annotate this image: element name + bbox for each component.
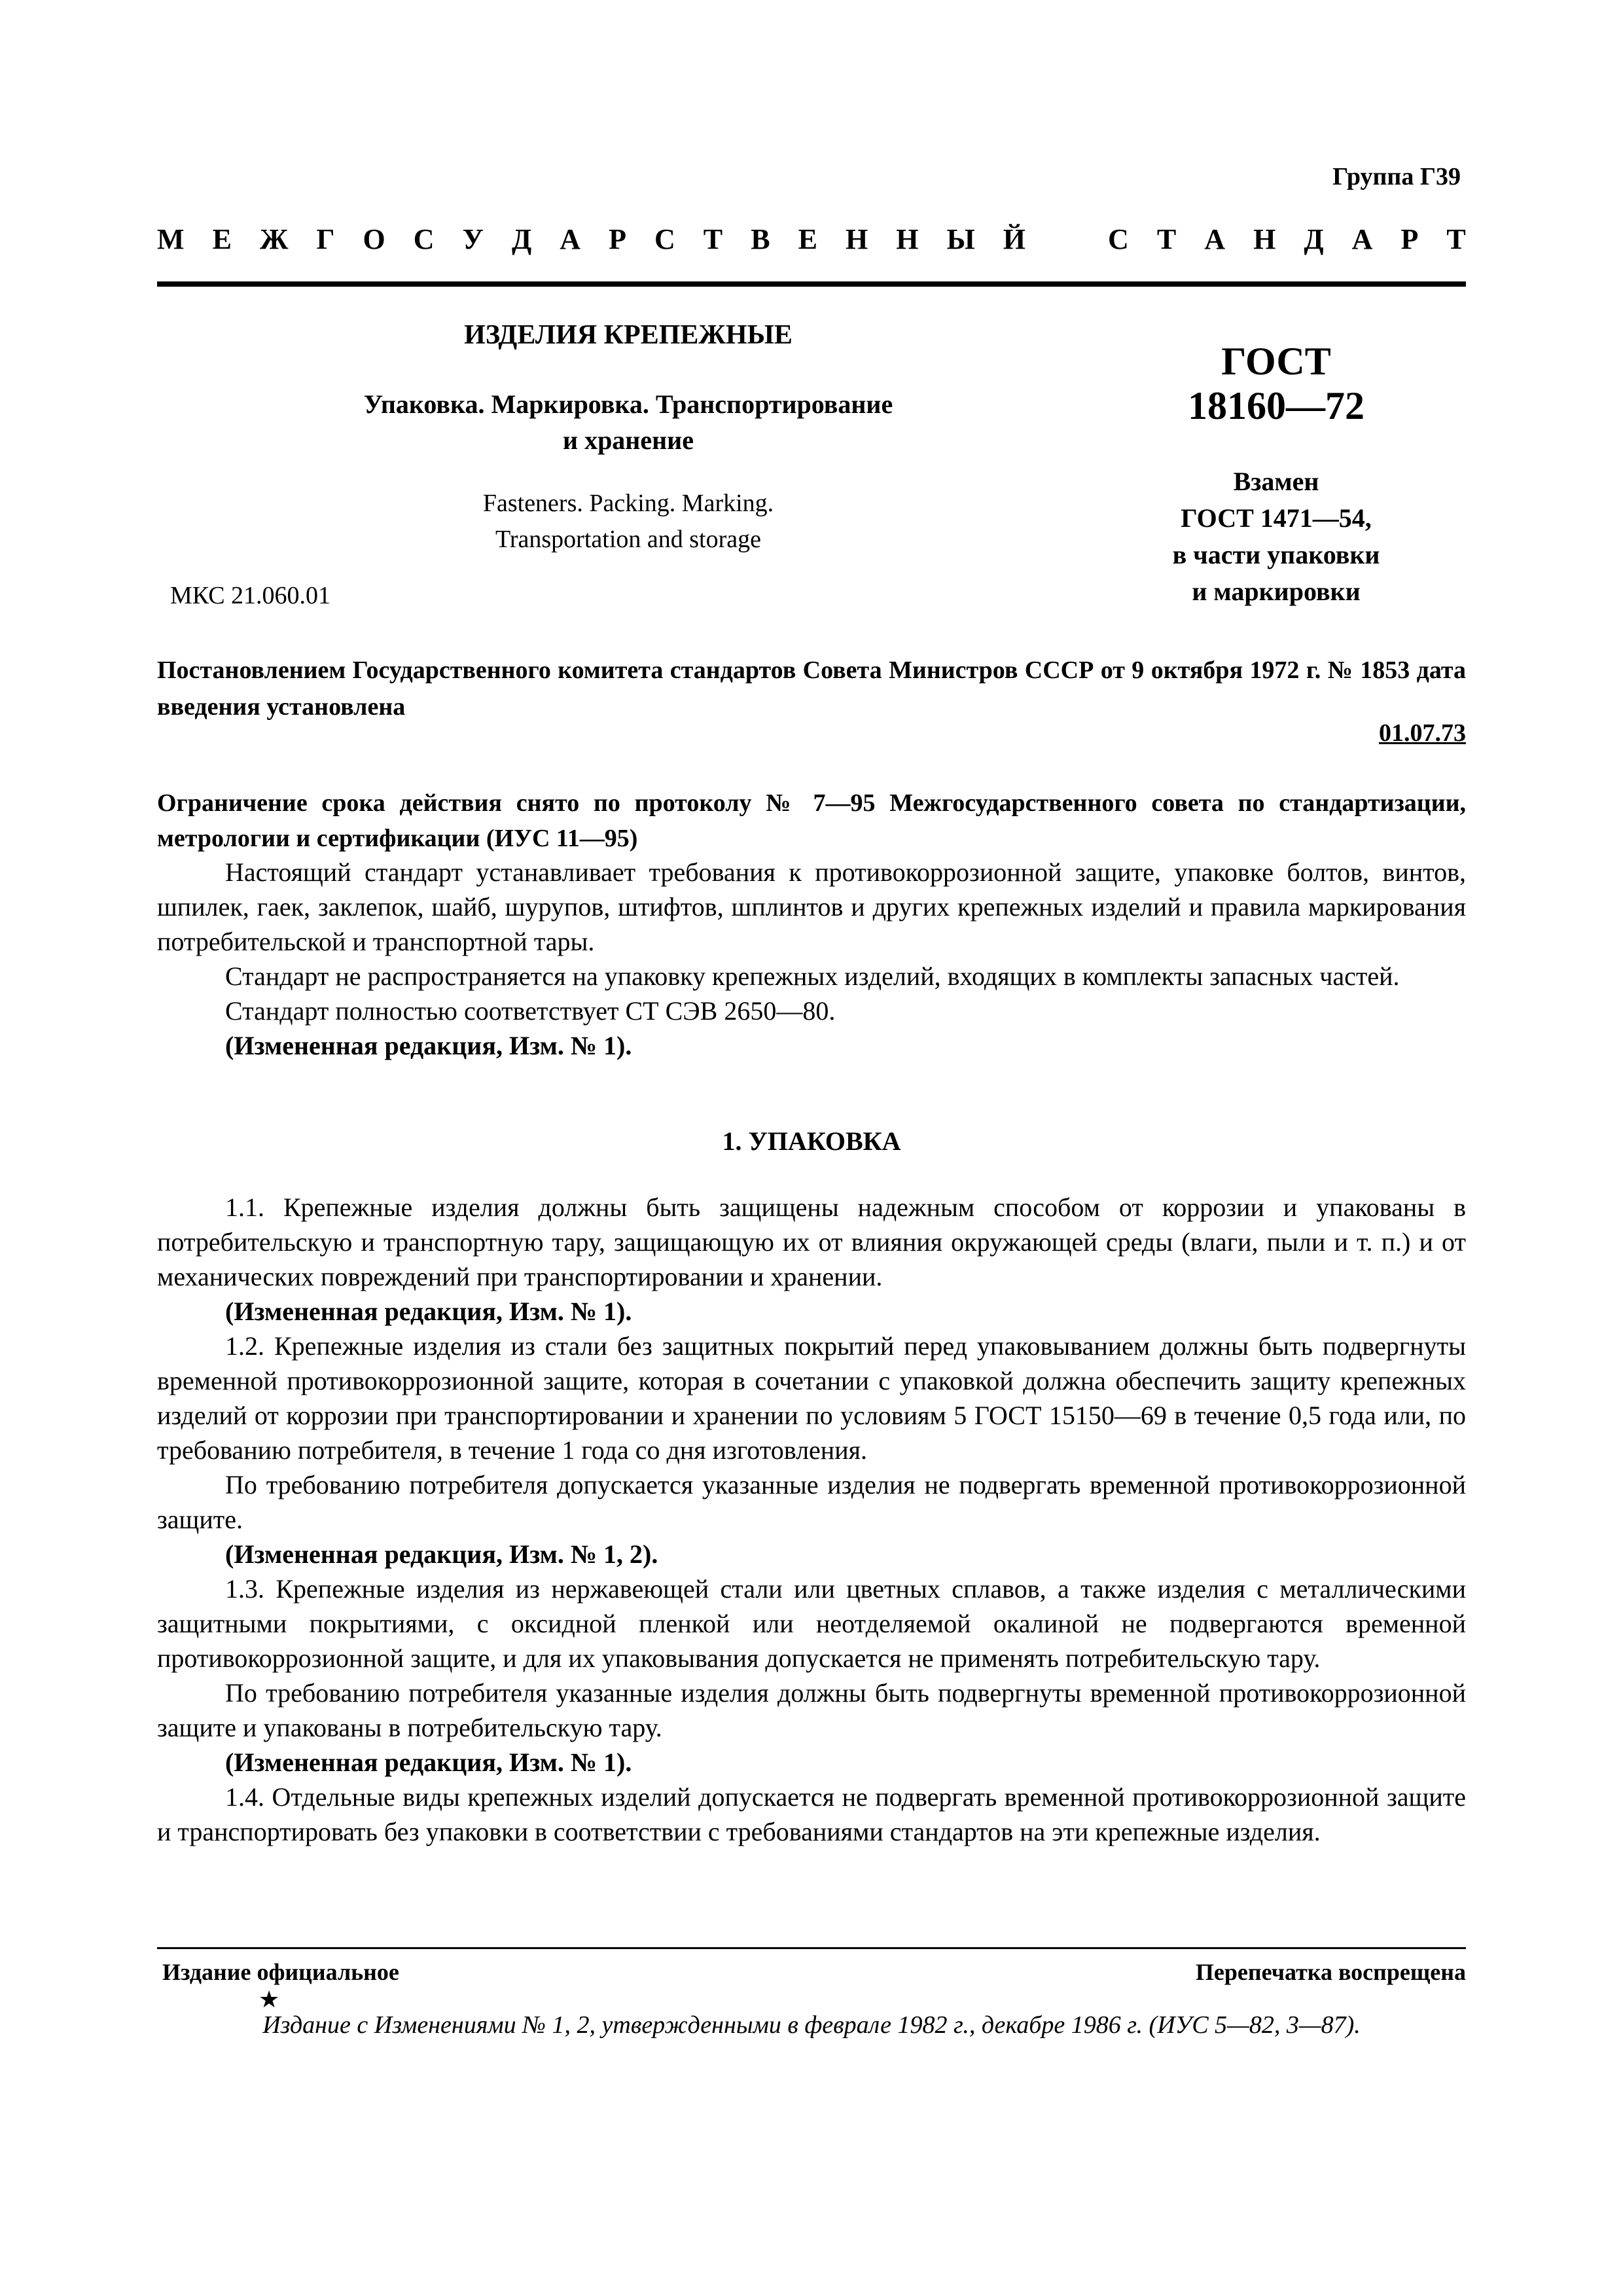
- banner-letter: А: [1351, 223, 1373, 255]
- banner-letter: В: [751, 223, 770, 255]
- replaces-line: и маркировки: [1192, 577, 1361, 606]
- amendment-note: (Измененная редакция, Изм. № 1).: [225, 1297, 632, 1326]
- paragraph: 1.2. Крепежные изделия из стали без защитных покрытий перед упаковыванием должны быть подвергнуты временной противокоррозионной защите, которая в сочетании с упаковкой должна обеспечить защиту крепежных изделий от коррозии при транспортировании и хранении по условиям 5 ГОСТ 15150—69 в течение 0,5 года или, по требованию потребителя, в течение 1 года со дня изготовления.: [157, 1331, 1466, 1465]
- official-edition-label: Издание официальное: [162, 1959, 399, 1985]
- subtitle-line: Упаковка. Маркировка. Транспортирование: [363, 389, 893, 419]
- paragraph: По требованию потребителя указанные изделия должны быть подвергнуты временной противокоррозионной защите и упакованы в потребительскую тару.: [157, 1678, 1466, 1742]
- banner-letter: Н: [896, 223, 919, 255]
- replaces-line: Взамен: [1233, 467, 1319, 496]
- gost-label: ГОСТ: [1221, 340, 1331, 383]
- paragraph: Стандарт полностью соответствует СТ СЭВ 2650—80.: [225, 996, 836, 1026]
- gost-number: [1086, 339, 1466, 428]
- intro-paragraphs: [157, 855, 1466, 1063]
- subtitle-line: и хранение: [563, 425, 694, 455]
- amendment-note: (Измененная редакция, Изм. № 1).: [225, 1031, 632, 1060]
- banner-letter: Г: [316, 223, 335, 255]
- banner-letter: С: [413, 223, 435, 255]
- paragraph: 1.4. Отдельные виды крепежных изделий допускается не подвергать временной противокоррозионной защите и транспортировать без упаковки в соответствии с требованиями стандартов на эти крепежные изделия.: [157, 1782, 1466, 1846]
- effective-date: 01.07.73: [1379, 719, 1466, 747]
- section-heading: 1. УПАКОВКА: [722, 1126, 901, 1156]
- amendment-note: (Измененная редакция, Изм. № 1).: [225, 1748, 632, 1777]
- banner-letter: С: [654, 223, 675, 255]
- banner-letter: М: [157, 223, 185, 255]
- banner-letter: Ы: [946, 223, 975, 255]
- document-subtitle: [223, 386, 1034, 458]
- banner-letter: Е: [212, 223, 232, 255]
- mks-code: МКС 21.060.01: [170, 582, 331, 609]
- banner-letter: Р: [1400, 223, 1419, 255]
- banner-letter: О: [363, 223, 385, 255]
- paragraph: 1.1. Крепежные изделия должны быть защищены надежным способом от коррозии и упакованы в потребительскую и транспортную тару, защищающую их от влияния окружающей среды (влаги, пыли и т. п.) и от механических повреждений при транспортировании и хранении.: [157, 1193, 1466, 1291]
- header-divider: [157, 281, 1466, 287]
- banner-letter: Д: [1304, 223, 1324, 255]
- banner-word-gap: [1054, 223, 1080, 256]
- section-paragraphs: [157, 1190, 1466, 1849]
- paragraph: 1.3. Крепежные изделия из нержавеющей стали или цветных сплавов, а также изделия с металлическими защитными покрытиями, с оксидной пленкой или неотделяемой окалиной не подвергаются временной противокоррозионной защите, и для их упаковывания допускается не применять потребительскую тару.: [157, 1574, 1466, 1673]
- amendments-note: Издание с Изменениями № 1, 2, утвержденными в феврале 1982 г., декабре 1986 г. (ИУС 5—82, 3—87).: [262, 2011, 1361, 2039]
- banner-letter: Н: [1253, 223, 1276, 255]
- banner-letter: Ж: [259, 223, 289, 255]
- banner-letter: Р: [609, 223, 626, 255]
- banner-letter: Д: [511, 223, 532, 255]
- banner-letter: А: [560, 223, 581, 255]
- paragraph: Настоящий стандарт устанавливает требования к противокоррозионной защите, упаковке болтов, винтов, шпилек, гаек, заклепок, шайб, шурупов, штифтов, шплинтов и других крепежных изделий и правила маркирования потребительской и транспортной тары.: [157, 857, 1466, 956]
- decree-text: Постановлением Государственного комитета стандартов Совета Министров СССР от 9 октября 1972 г. № 1853 дата введения установлена: [157, 656, 1466, 721]
- english-title: [223, 486, 1034, 558]
- banner-letter: Е: [798, 223, 817, 255]
- footer-divider: [157, 1947, 1466, 1949]
- star-icon: ★: [259, 1986, 280, 2013]
- gost-code: 18160—72: [1188, 384, 1364, 427]
- banner-letter: Й: [1003, 223, 1026, 255]
- banner-letter: Т: [703, 223, 723, 255]
- banner-letter: Т: [1446, 223, 1466, 255]
- banner-letter: Н: [845, 223, 868, 255]
- standard-banner: [157, 223, 1466, 256]
- reprint-prohibited-label: Перепечатка воспрещена: [1195, 1959, 1466, 1985]
- group-code: Группа Г39: [1332, 163, 1461, 190]
- paragraph: Стандарт не распространяется на упаковку крепежных изделий, входящих в комплекты запасных частей.: [225, 961, 1400, 991]
- banner-letter: А: [1204, 223, 1226, 255]
- paragraph: По требованию потребителя допускается указанные изделия не подвергать временной противокоррозионной защите.: [157, 1470, 1466, 1534]
- amendment-note: (Измененная редакция, Изм. № 1, 2).: [225, 1539, 658, 1569]
- banner-letter: Т: [1156, 223, 1177, 255]
- validity-limit-note: Ограничение срока действия снято по протоколу № 7—95 Межгосударственного совета по стандартизации, метрологии и сертификации (ИУС 11—95): [157, 789, 1466, 852]
- document-title: ИЗДЕЛИЯ КРЕПЕЖНЫЕ: [464, 320, 793, 350]
- replaces-block: [1086, 463, 1466, 610]
- english-title-line: Fasteners. Packing. Marking.: [482, 490, 774, 517]
- replaces-line: в части упаковки: [1172, 540, 1380, 569]
- english-title-line: Transportation and storage: [495, 526, 761, 553]
- banner-letter: С: [1108, 223, 1129, 255]
- banner-letter: У: [462, 223, 484, 255]
- replaces-line: ГОСТ 1471—54,: [1181, 503, 1372, 533]
